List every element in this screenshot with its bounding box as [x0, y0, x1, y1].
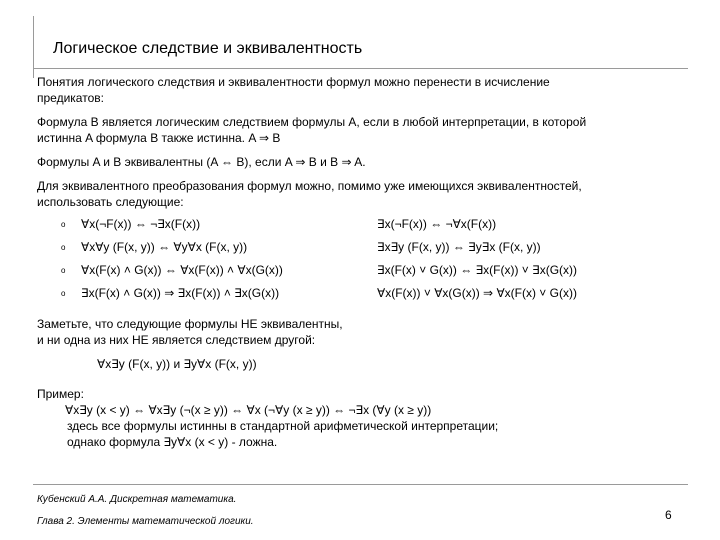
footer-rule [33, 484, 688, 485]
definition-equivalence: Формулы A и B эквивалентны (A ⇔ B), если A ⇒ B и B ⇒ A. [37, 155, 366, 169]
note-line-2: и ни одна из них НЕ является следствием другой: [37, 333, 316, 347]
note-line-1: Заметьте, что следующие формулы НЕ эквивалентны, [37, 317, 343, 331]
title-horizontal-rule [33, 68, 688, 69]
transform-line-2: использовать следующие: [37, 195, 184, 209]
example-line-3: однако формула ∃y∀x (x < y) - ложна. [67, 435, 278, 449]
equivalence-row [37, 216, 697, 239]
equivalence-left: ∃x(F(x) ˄ G(x)) ⇒ ∃x(F(x)) ˄ ∃x(G(x)) [81, 286, 280, 300]
equivalence-right: ∃x∃y (F(x, y)) ⇔ ∃y∃x (F(x, y)) [377, 240, 541, 254]
example-line-2: здесь все формулы истинны в стандартной арифметической интерпретации; [67, 419, 499, 433]
definition-consequence-line-2: истинна A формула B также истинна. A ⇒ B [37, 131, 281, 145]
bullet-marker: o [61, 220, 66, 229]
equivalence-left: ∀x(¬F(x)) ⇔ ¬∃x(F(x)) [81, 217, 201, 231]
equivalence-row [37, 262, 697, 285]
equivalence-right: ∀x(F(x)) ˅ ∀x(G(x)) ⇒ ∀x(F(x) ˅ G(x)) [377, 286, 577, 300]
intro-line-2: предикатов: [37, 91, 104, 105]
page-number: 6 [665, 508, 672, 522]
footer-chapter: Глава 2. Элементы математической логики. [37, 516, 254, 527]
bullet-marker: o [61, 289, 66, 298]
equivalence-left: ∀x∀y (F(x, y)) ⇔ ∀y∀x (F(x, y)) [81, 240, 248, 254]
equivalence-right: ∃x(F(x) ˅ G(x)) ⇔ ∃x(F(x)) ˅ ∃x(G(x)) [377, 263, 578, 277]
equivalence-row [37, 285, 697, 308]
slide-title: Логическое следствие и эквивалентность [53, 40, 363, 57]
equivalence-row [37, 239, 697, 262]
bullet-marker: o [61, 266, 66, 275]
example-formula: ∀x∃y (x < y) ⇔ ∀x∃y (¬(x ≥ y)) ⇔ ∀x (¬∀y (x ≥ y)) ⇔ ¬∃x (∀y (x ≥ y)) [65, 403, 432, 417]
intro-line-1: Понятия логического следствия и эквивалентности формул можно перенести в исчисление [37, 75, 550, 89]
note-formula: ∀x∃y (F(x, y)) и ∃y∀x (F(x, y)) [97, 357, 257, 371]
footer-author: Кубенский А.А. Дискретная математика. [37, 494, 237, 505]
slide-body [37, 74, 697, 450]
example-label: Пример: [37, 387, 84, 401]
bullet-marker: o [61, 243, 66, 252]
equivalence-right: ∃x(¬F(x)) ⇔ ¬∀x(F(x)) [377, 217, 497, 231]
transform-line-1: Для эквивалентного преобразования формул можно, помимо уже имеющихся эквивалентностей, [37, 179, 582, 193]
equivalence-left: ∀x(F(x) ˄ G(x)) ⇔ ∀x(F(x)) ˄ ∀x(G(x)) [81, 263, 283, 277]
definition-consequence-line-1: Формула B является логическим следствием формулы A, если в любой интерпретации, в которой [37, 115, 587, 129]
